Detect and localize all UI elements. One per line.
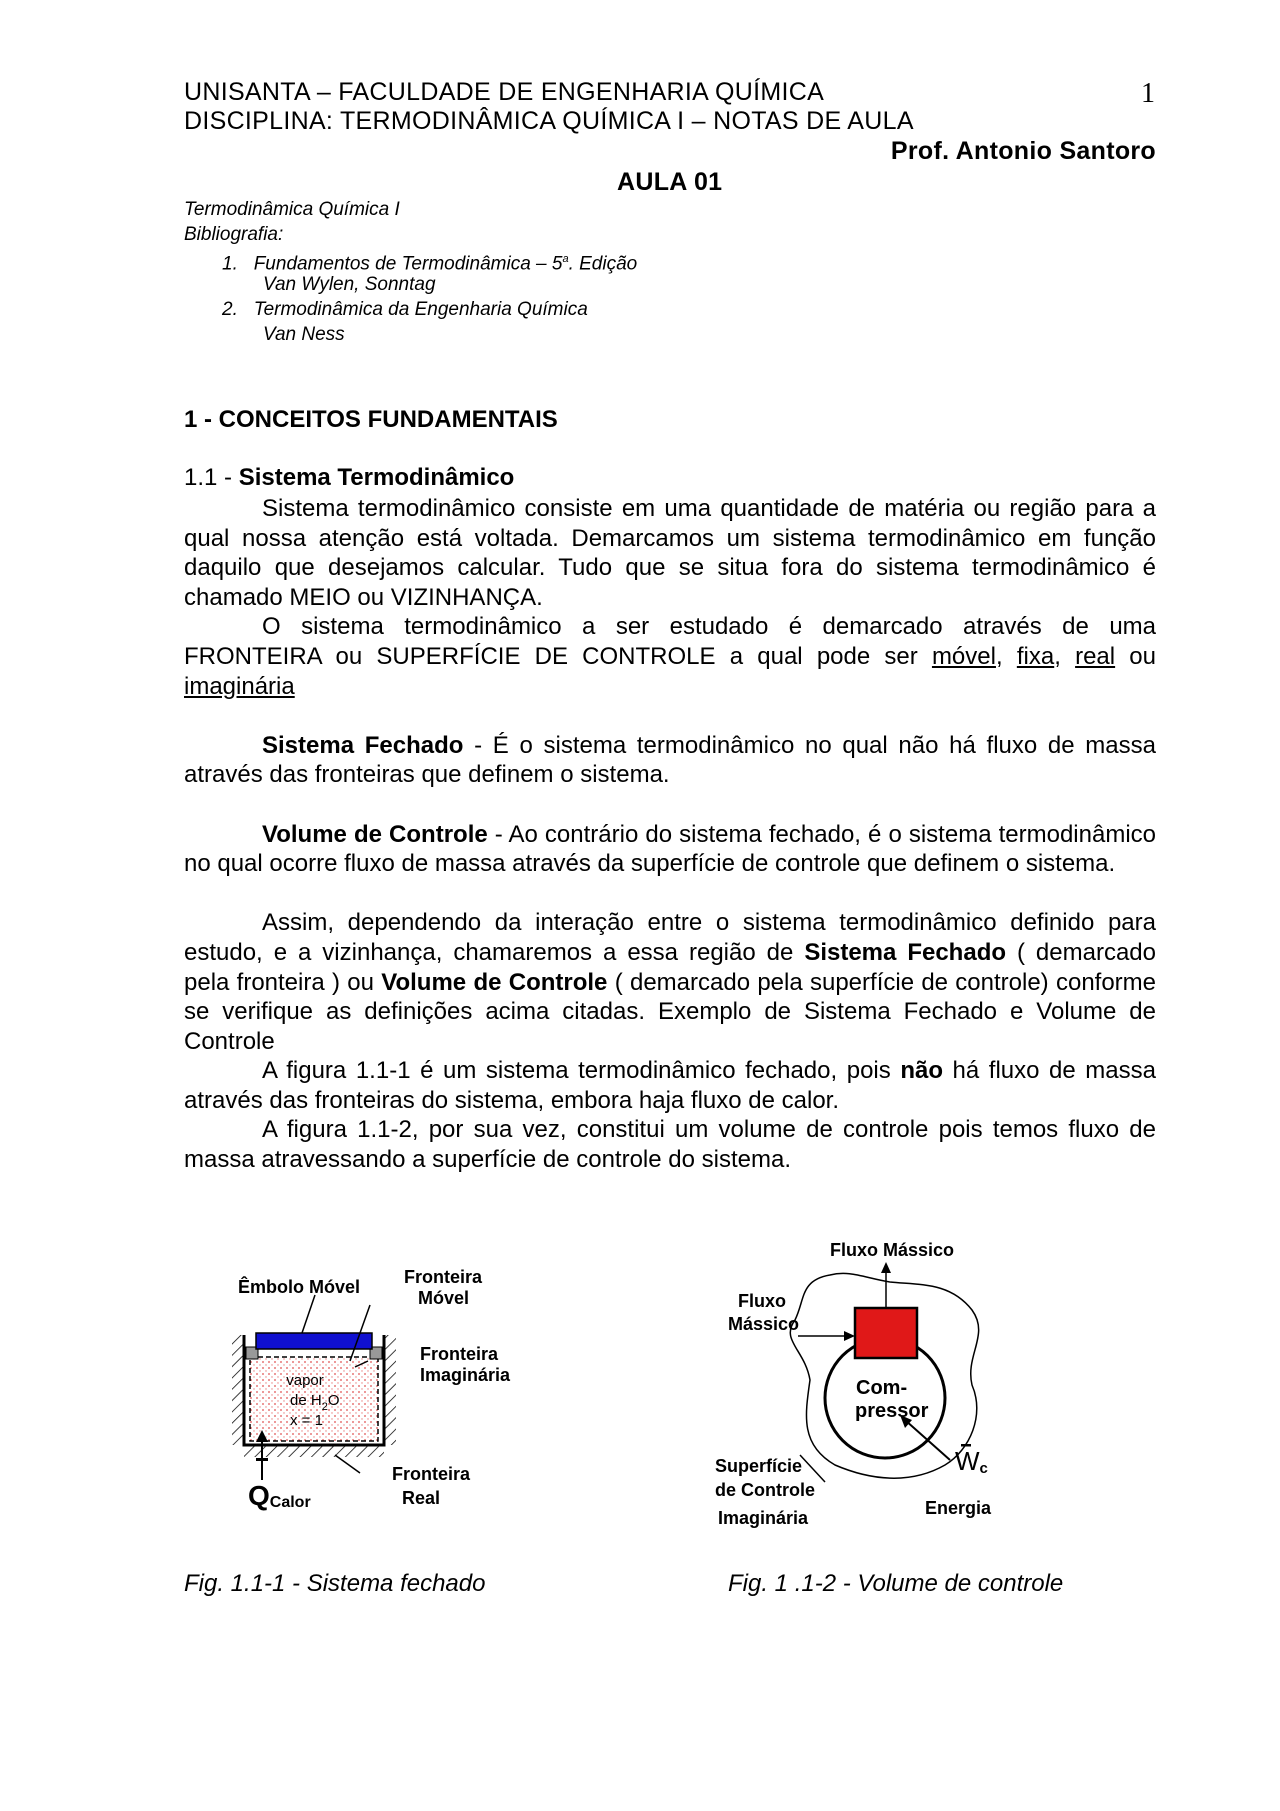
leader-fronteira-real bbox=[335, 1455, 360, 1473]
compressor-head bbox=[855, 1308, 917, 1358]
work-symbol: Wc bbox=[955, 1446, 988, 1477]
work-dot-mark bbox=[961, 1444, 971, 1447]
figure-control-volume bbox=[710, 1240, 1030, 1540]
quality-label: x = 1 bbox=[290, 1412, 323, 1429]
header-professor: Prof. Antonio Santoro bbox=[890, 137, 1156, 165]
leader-embolo bbox=[302, 1295, 315, 1333]
label-fluxo-left-1: Fluxo bbox=[738, 1291, 786, 1311]
label-compressor-2: pressor bbox=[855, 1400, 929, 1422]
wall-left-hatch bbox=[232, 1335, 244, 1445]
lesson-title: AULA 01 bbox=[617, 168, 723, 196]
wall-bottom-hatch bbox=[244, 1445, 384, 1457]
header-institution: UNISANTA – FACULDADE DE ENGENHARIA QUÍMICA bbox=[184, 78, 825, 106]
q-dot-mark bbox=[256, 1458, 268, 1461]
section-heading: 1 - CONCEITOS FUNDAMENTAIS bbox=[184, 406, 558, 433]
leader-superficie bbox=[800, 1455, 825, 1482]
paragraph-7: A figura 1.1-2, por sua vez, constitui um volume de controle pois temos fluxo de massa atravessando a superfície de controle do sistema. bbox=[184, 1116, 1156, 1174]
label-superficie-3: Imaginária bbox=[718, 1508, 809, 1528]
header-discipline: DISCIPLINA: TERMODINÂMICA QUÍMICA I – NOTAS DE AULA bbox=[184, 107, 914, 135]
label-fronteira-movel-1: Fronteira bbox=[404, 1267, 483, 1287]
label-fluxo-top: Fluxo Mássico bbox=[830, 1240, 955, 1260]
label-superficie-2: de Controle bbox=[715, 1480, 816, 1500]
water-label: de $H_2O$ bbox=[290, 1392, 340, 1413]
label-fluxo-left-2: Mássico bbox=[728, 1314, 800, 1334]
bib-item-2: 2. Termodinâmica da Engenharia Química bbox=[222, 299, 588, 320]
paragraph-6: A figura 1.1-1 é um sistema termodinâmico fechado, pois não há fluxo de massa através das fronteiras do sistema, embora haja fluxo de calor. bbox=[184, 1057, 1156, 1114]
label-fronteira-real-2: Real bbox=[402, 1488, 441, 1508]
bibliography-title: Bibliografia: bbox=[184, 224, 284, 245]
page-number: 1 bbox=[1141, 78, 1155, 109]
bib-item-2-authors: Van Ness bbox=[263, 324, 345, 345]
label-fronteira-imag-1: Fronteira bbox=[420, 1344, 499, 1364]
label-energia: Energia bbox=[925, 1498, 992, 1518]
paragraph-2: O sistema termodinâmico a ser estudado é demarcado através de uma FRONTEIRA ou SUPERFÍCIE DE CONTROLE a qual pode ser móvel, fixa, real ou imaginária bbox=[184, 613, 1156, 700]
label-fronteira-movel-2: Móvel bbox=[418, 1288, 470, 1308]
bib-item-1-authors: Van Wylen, Sonntag bbox=[263, 274, 436, 295]
paragraph-5: Assim, dependendo da interação entre o sistema termodinâmico definido para estudo, e a vizinhança, chamaremos a essa região de Sistema Fechado ( demarcado pela fronteira ) ou Volume de Controle ( demarcado pela superfície de controle) conforme se verifique as definições acima citadas. Exemplo de Sistema Fechado e Volume de Controle bbox=[184, 909, 1157, 1055]
figure-1-caption: Fig. 1.1-1 - Sistema fechado bbox=[184, 1570, 486, 1597]
bib-item-1: 1. Fundamentos de Termodinâmica – 5$^a$. Edição bbox=[222, 253, 638, 275]
subsection-heading: 1.1 - Sistema Termodinâmico bbox=[184, 464, 515, 491]
figure-2-caption: Fig. 1 .1-2 - Volume de controle bbox=[728, 1570, 1064, 1597]
paragraph-4: Volume de Controle - Ao contrário do sistema fechado, é o sistema termodinâmico no qual ocorre fluxo de massa através da superfície de controle que definem o sistema. bbox=[184, 820, 1156, 878]
label-compressor-1: Com- bbox=[856, 1377, 908, 1399]
wall-right-hatch bbox=[384, 1335, 396, 1445]
label-superficie-1: Superfície bbox=[715, 1456, 803, 1476]
mass-flow-in-arrow bbox=[844, 1331, 855, 1341]
body-text bbox=[184, 494, 1156, 1175]
paragraph-1: Sistema termodinâmico consiste em uma quantidade de matéria ou região para a qual nossa atenção está voltada. Demarcamos um sistema termodinâmico em função daquilo que desejamos calcular. Tudo que se situa fora do sistema termodinâmico é chamado MEIO ou VIZINHANÇA. bbox=[184, 495, 1156, 611]
vapor-label: vapor bbox=[286, 1372, 324, 1389]
heat-q-label: QCalor bbox=[248, 1480, 311, 1511]
label-embolo: Êmbolo Móvel bbox=[238, 1277, 361, 1297]
course-name: Termodinâmica Química I bbox=[184, 199, 400, 220]
figure-closed-system bbox=[220, 1265, 550, 1525]
label-fronteira-real-1: Fronteira bbox=[392, 1464, 471, 1484]
mass-flow-out-arrow bbox=[881, 1262, 891, 1273]
label-fronteira-imag-2: Imaginária bbox=[420, 1365, 511, 1385]
paragraph-3: Sistema Fechado - É o sistema termodinâmico no qual não há fluxo de massa através das fronteiras que definem o sistema. bbox=[184, 731, 1156, 789]
